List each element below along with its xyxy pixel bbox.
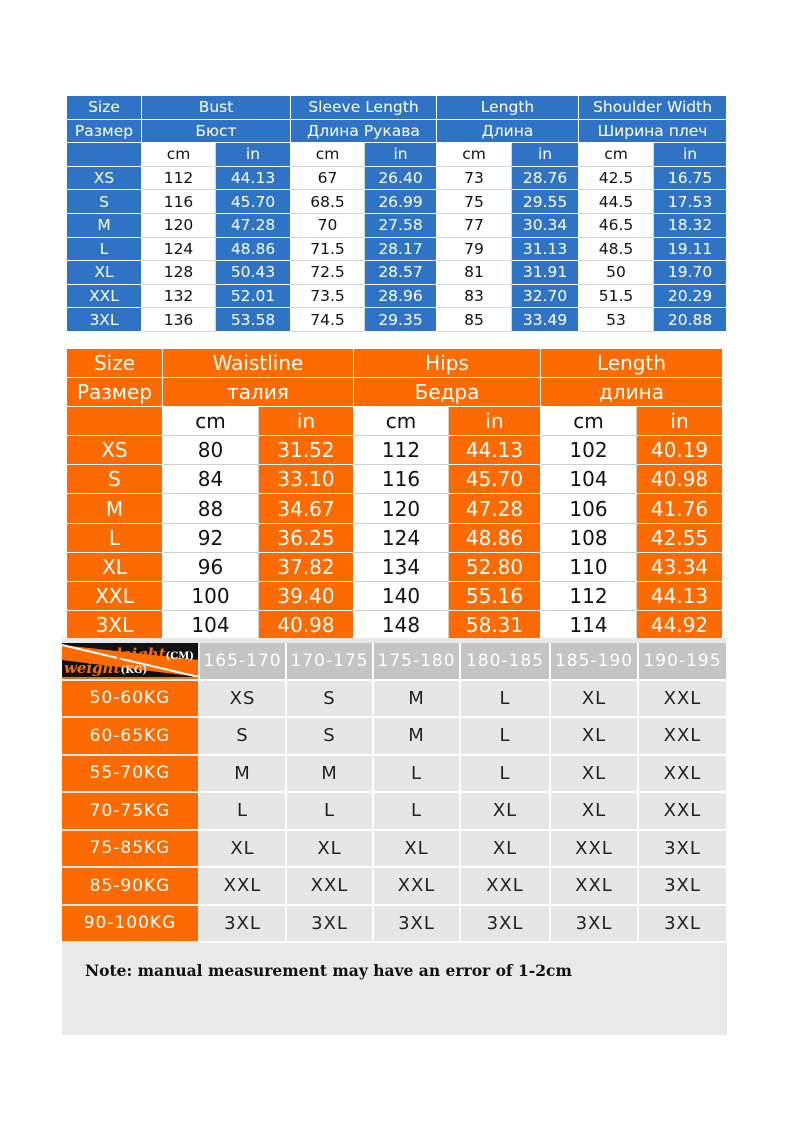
table-row (67, 308, 727, 332)
size-label: M (67, 213, 142, 237)
unit-in: in (637, 407, 723, 436)
header-length: Length (541, 349, 723, 378)
table-cell: 33.49 (512, 308, 579, 332)
table-cell: 112 (142, 166, 216, 190)
table-cell: 83 (437, 284, 512, 308)
table-cell: 100 (163, 581, 259, 610)
table-cell: 32.70 (512, 284, 579, 308)
size-label: 3XL (67, 308, 142, 332)
table-cell: 42.55 (637, 523, 723, 552)
table-cell: 28.96 (365, 284, 437, 308)
unit-cm: cm (579, 143, 654, 167)
recommended-size-cell: L (373, 755, 460, 793)
recommended-size-cell: XXL (460, 867, 550, 905)
size-table-tops (66, 95, 727, 332)
height-weight-size-table (62, 643, 728, 943)
table-cell: 70 (291, 213, 365, 237)
recommended-size-cell: L (460, 680, 550, 718)
corner-header (62, 643, 199, 680)
recommended-size-cell: 3XL (286, 905, 373, 943)
table-cell: 116 (142, 190, 216, 214)
table-cell: 110 (541, 552, 637, 581)
table-cell: 71.5 (291, 237, 365, 261)
table-cell: 124 (354, 523, 449, 552)
table-cell: 124 (142, 237, 216, 261)
table-cell: 19.11 (654, 237, 727, 261)
table-cell: 28.57 (365, 261, 437, 285)
recommended-size-cell: XXL (373, 867, 460, 905)
height-range-header: 190-195 (638, 643, 727, 680)
table-cell: 73.5 (291, 284, 365, 308)
recommended-size-cell: L (460, 755, 550, 793)
table-cell: 55.16 (449, 581, 541, 610)
weight-range-label: 50-60KG (62, 680, 199, 718)
table-cell: 136 (142, 308, 216, 332)
header-size-ru: Размер (67, 378, 163, 407)
recommended-size-cell: XXL (638, 755, 727, 793)
table-cell: 48.86 (449, 523, 541, 552)
recommended-size-cell: XS (199, 680, 286, 718)
recommended-size-cell: 3XL (638, 905, 727, 943)
table-cell: 31.52 (259, 436, 354, 465)
header-waistline-ru: талия (163, 378, 354, 407)
header-sleeve-length-ru: Длина Рукава (291, 119, 437, 143)
size-label: S (67, 190, 142, 214)
recommended-size-cell: XXL (638, 717, 727, 755)
table-cell: 114 (541, 610, 637, 639)
table-cell: 36.25 (259, 523, 354, 552)
weight-row (62, 867, 727, 905)
table-row (67, 465, 723, 494)
unit-row (67, 143, 727, 167)
size-label: XS (67, 436, 163, 465)
recommended-size-cell: XXL (550, 830, 638, 868)
size-label: L (67, 237, 142, 261)
header-size-ru: Размер (67, 119, 142, 143)
table-cell: 44.13 (637, 581, 723, 610)
table-cell: 104 (541, 465, 637, 494)
weight-range-label: 55-70KG (62, 755, 199, 793)
header-row-en (67, 96, 727, 120)
header-row-ru (67, 378, 723, 407)
weight-range-label: 75-85KG (62, 830, 199, 868)
recommended-size-cell: XL (550, 680, 638, 718)
recommended-size-cell: S (199, 717, 286, 755)
header-hips-ru: Бедра (354, 378, 541, 407)
table-cell: 50.43 (216, 261, 291, 285)
recommended-size-cell: XXL (638, 792, 727, 830)
recommended-size-cell: XL (550, 755, 638, 793)
table-cell: 120 (354, 494, 449, 523)
table-cell: 18.32 (654, 213, 727, 237)
table-cell: 40.98 (259, 610, 354, 639)
recommended-size-cell: XXL (199, 867, 286, 905)
recommended-size-cell: L (199, 792, 286, 830)
table-cell: 79 (437, 237, 512, 261)
table-cell: 112 (541, 581, 637, 610)
table-cell: 84 (163, 465, 259, 494)
table-cell: 52.80 (449, 552, 541, 581)
recommended-size-cell: XL (199, 830, 286, 868)
unit-in: in (512, 143, 579, 167)
unit-in: in (259, 407, 354, 436)
table-cell: 16.75 (654, 166, 727, 190)
recommended-size-cell: XL (460, 830, 550, 868)
table-cell: 74.5 (291, 308, 365, 332)
table-cell: 120 (142, 213, 216, 237)
table-cell: 45.70 (216, 190, 291, 214)
table-row (67, 494, 723, 523)
recommended-size-cell: XL (550, 717, 638, 755)
measurement-note: Note: manual measurement may have an error of 1-2cm (85, 961, 572, 980)
size-label: 3XL (67, 610, 163, 639)
height-unit: (CM) (165, 651, 194, 662)
table-row (67, 166, 727, 190)
size-label: S (67, 465, 163, 494)
table-cell: 26.40 (365, 166, 437, 190)
table-cell: 47.28 (216, 213, 291, 237)
table-cell: 44.13 (449, 436, 541, 465)
recommended-size-cell: L (460, 717, 550, 755)
recommended-size-cell: 3XL (373, 905, 460, 943)
table-cell: 40.19 (637, 436, 723, 465)
weight-range-label: 85-90KG (62, 867, 199, 905)
header-waistline: Waistline (163, 349, 354, 378)
recommended-size-cell: XL (286, 830, 373, 868)
table-cell: 106 (541, 494, 637, 523)
table-cell: 46.5 (579, 213, 654, 237)
table-cell: 102 (541, 436, 637, 465)
table-cell: 80 (163, 436, 259, 465)
table-cell: 50 (579, 261, 654, 285)
table-cell: 19.70 (654, 261, 727, 285)
height-range-header: 175-180 (373, 643, 460, 680)
table-cell: 48.86 (216, 237, 291, 261)
table-cell: 132 (142, 284, 216, 308)
recommended-size-cell: 3XL (550, 905, 638, 943)
weight-row (62, 680, 727, 718)
recommended-size-cell: XL (460, 792, 550, 830)
table-cell: 20.29 (654, 284, 727, 308)
unit-row (67, 407, 723, 436)
header-length-ru: Длина (437, 119, 579, 143)
recommended-size-cell: XXL (286, 867, 373, 905)
table-cell: 75 (437, 190, 512, 214)
table-row (67, 213, 727, 237)
recommended-size-cell: XL (550, 792, 638, 830)
header-length: Length (437, 96, 579, 120)
height-range-header: 180-185 (460, 643, 550, 680)
recommended-size-cell: M (373, 680, 460, 718)
height-range-header: 185-190 (550, 643, 638, 680)
table-cell: 44.5 (579, 190, 654, 214)
table-row (67, 261, 727, 285)
unit-cm: cm (163, 407, 259, 436)
header-size: Size (67, 96, 142, 120)
size-label: XL (67, 261, 142, 285)
header-row-en (67, 349, 723, 378)
weight-row (62, 792, 727, 830)
table-row (67, 523, 723, 552)
size-label: XXL (67, 581, 163, 610)
table-cell: 39.40 (259, 581, 354, 610)
table-row (67, 552, 723, 581)
table-cell: 52.01 (216, 284, 291, 308)
table-cell: 34.67 (259, 494, 354, 523)
weight-row (62, 755, 727, 793)
size-label: XXL (67, 284, 142, 308)
table-cell: 30.34 (512, 213, 579, 237)
recommended-size-cell: M (286, 755, 373, 793)
table-cell: 53.58 (216, 308, 291, 332)
recommended-size-cell: 3XL (638, 867, 727, 905)
table-cell: 42.5 (579, 166, 654, 190)
weight-axis-label (64, 659, 147, 677)
table-cell: 40.98 (637, 465, 723, 494)
header-sleeve-length: Sleeve Length (291, 96, 437, 120)
table-cell: 28.17 (365, 237, 437, 261)
size-table-bottoms (66, 348, 723, 640)
table-cell: 108 (541, 523, 637, 552)
header-hips: Hips (354, 349, 541, 378)
table-cell: 28.76 (512, 166, 579, 190)
table-cell: 77 (437, 213, 512, 237)
table-body (67, 436, 723, 640)
unit-in: in (365, 143, 437, 167)
table-cell: 51.5 (579, 284, 654, 308)
recommended-size-cell: M (373, 717, 460, 755)
table-cell: 85 (437, 308, 512, 332)
table-row (67, 610, 723, 639)
table-cell: 67 (291, 166, 365, 190)
unit-blank (67, 407, 163, 436)
table-cell: 148 (354, 610, 449, 639)
table-row (67, 237, 727, 261)
table-cell: 112 (354, 436, 449, 465)
recommended-size-cell: XXL (550, 867, 638, 905)
table-cell: 44.13 (216, 166, 291, 190)
weight-range-label: 90-100KG (62, 905, 199, 943)
table-cell: 43.34 (637, 552, 723, 581)
size-label: XL (67, 552, 163, 581)
table-cell: 29.55 (512, 190, 579, 214)
table-cell: 33.10 (259, 465, 354, 494)
recommended-size-cell: XL (373, 830, 460, 868)
weight-range-label: 60-65KG (62, 717, 199, 755)
unit-cm: cm (354, 407, 449, 436)
unit-cm: cm (142, 143, 216, 167)
table-cell: 116 (354, 465, 449, 494)
header-shoulder-width: Shoulder Width (579, 96, 727, 120)
table-cell: 92 (163, 523, 259, 552)
size-recommendation-panel (62, 638, 727, 1035)
table-cell: 53 (579, 308, 654, 332)
table-row (67, 284, 727, 308)
recommended-size-cell: L (373, 792, 460, 830)
header-length-ru: длина (541, 378, 723, 407)
table-cell: 17.53 (654, 190, 727, 214)
table-cell: 81 (437, 261, 512, 285)
table-cell: 27.58 (365, 213, 437, 237)
height-range-header: 165-170 (199, 643, 286, 680)
unit-cm: cm (437, 143, 512, 167)
height-header-row (62, 643, 727, 680)
recommended-size-cell: 3XL (460, 905, 550, 943)
table-cell: 37.82 (259, 552, 354, 581)
weight-label-text: weight (64, 658, 121, 677)
table-cell: 29.35 (365, 308, 437, 332)
table-row (67, 581, 723, 610)
weight-row (62, 905, 727, 943)
table-body (67, 166, 727, 331)
table-cell: 41.76 (637, 494, 723, 523)
table-cell: 26.99 (365, 190, 437, 214)
unit-in: in (216, 143, 291, 167)
header-row-ru (67, 119, 727, 143)
table-cell: 20.88 (654, 308, 727, 332)
table-cell: 31.13 (512, 237, 579, 261)
height-label-text: leight (116, 645, 166, 663)
header-shoulder-width-ru: Ширина плеч (579, 119, 727, 143)
size-label: L (67, 523, 163, 552)
table-cell: 45.70 (449, 465, 541, 494)
weight-row (62, 830, 727, 868)
recommended-size-cell: S (286, 680, 373, 718)
table-cell: 104 (163, 610, 259, 639)
table-cell: 73 (437, 166, 512, 190)
unit-cm: cm (291, 143, 365, 167)
recommended-size-cell: XXL (638, 680, 727, 718)
table-cell: 31.91 (512, 261, 579, 285)
table-cell: 48.5 (579, 237, 654, 261)
unit-in: in (449, 407, 541, 436)
height-range-header: 170-175 (286, 643, 373, 680)
table-cell: 128 (142, 261, 216, 285)
table-cell: 88 (163, 494, 259, 523)
recommended-size-cell: S (286, 717, 373, 755)
header-size: Size (67, 349, 163, 378)
weight-range-label: 70-75KG (62, 792, 199, 830)
unit-cm: cm (541, 407, 637, 436)
weight-row (62, 717, 727, 755)
unit-blank (67, 143, 142, 167)
size-label: XS (67, 166, 142, 190)
table-cell: 96 (163, 552, 259, 581)
table-row (67, 190, 727, 214)
table-cell: 68.5 (291, 190, 365, 214)
table-cell: 47.28 (449, 494, 541, 523)
table-cell: 134 (354, 552, 449, 581)
weight-unit: (KG) (120, 664, 148, 676)
header-bust: Bust (142, 96, 291, 120)
table-row (67, 436, 723, 465)
recommended-size-cell: L (286, 792, 373, 830)
header-bust-ru: Бюст (142, 119, 291, 143)
unit-in: in (654, 143, 727, 167)
recommended-size-cell: 3XL (638, 830, 727, 868)
recommended-size-cell: 3XL (199, 905, 286, 943)
recommended-size-cell: M (199, 755, 286, 793)
table-cell: 72.5 (291, 261, 365, 285)
size-label: M (67, 494, 163, 523)
table-cell: 44.92 (637, 610, 723, 639)
table-cell: 58.31 (449, 610, 541, 639)
table-body (62, 680, 727, 943)
table-cell: 140 (354, 581, 449, 610)
